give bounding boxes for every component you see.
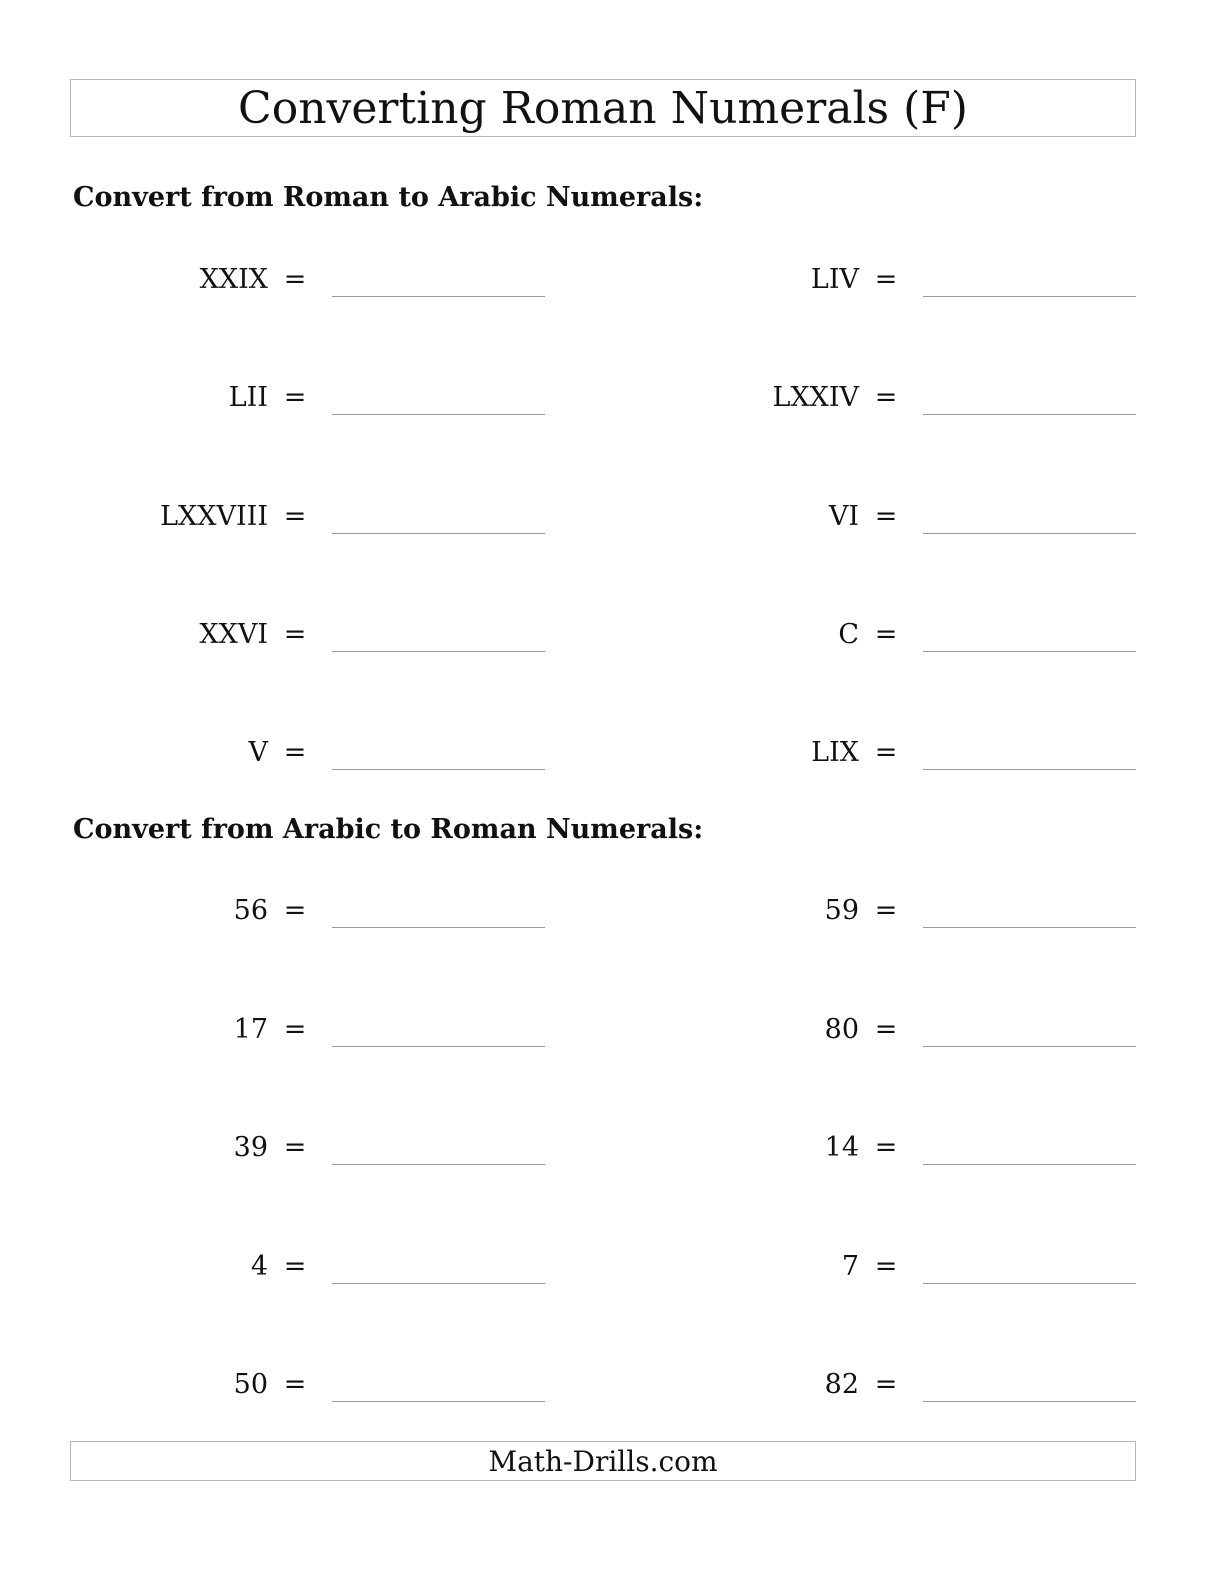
problem-item	[0, 888, 560, 928]
problem-prompt: XXVI	[199, 619, 268, 650]
problem-item	[591, 1244, 1151, 1284]
equals-sign: =	[283, 895, 307, 926]
equals-sign: =	[874, 619, 898, 650]
answer-line[interactable]	[923, 927, 1136, 928]
problem-prompt: 82	[824, 1369, 859, 1400]
footer-box	[70, 1441, 1136, 1481]
problem-prompt: VI	[828, 501, 859, 532]
problem-prompt: LXXVIII	[160, 501, 268, 532]
problem-prompt: LII	[228, 382, 268, 413]
answer-line[interactable]	[923, 414, 1136, 415]
problem-prompt: XXIX	[199, 264, 268, 295]
equals-sign: =	[283, 1251, 307, 1282]
problem-item	[591, 257, 1151, 297]
problem-item	[591, 730, 1151, 770]
problem-prompt: 17	[233, 1014, 268, 1045]
problem-item	[591, 375, 1151, 415]
answer-line[interactable]	[332, 927, 545, 928]
problem-item	[0, 375, 560, 415]
equals-sign: =	[874, 737, 898, 768]
problem-prompt: LXXIV	[772, 382, 859, 413]
equals-sign: =	[874, 264, 898, 295]
answer-line[interactable]	[332, 769, 545, 770]
answer-line[interactable]	[332, 296, 545, 297]
answer-line[interactable]	[332, 1401, 545, 1402]
answer-line[interactable]	[923, 651, 1136, 652]
answer-line[interactable]	[923, 533, 1136, 534]
answer-line[interactable]	[332, 533, 545, 534]
problem-prompt: LIV	[810, 264, 859, 295]
problem-prompt: 50	[233, 1369, 268, 1400]
problem-prompt: 14	[824, 1132, 859, 1163]
answer-line[interactable]	[923, 1046, 1136, 1047]
problem-item	[591, 494, 1151, 534]
problem-prompt: LIX	[811, 737, 859, 768]
problem-item	[591, 612, 1151, 652]
equals-sign: =	[283, 264, 307, 295]
title-box	[70, 79, 1136, 137]
problem-item	[591, 1362, 1151, 1402]
equals-sign: =	[283, 1014, 307, 1045]
answer-line[interactable]	[923, 1283, 1136, 1284]
problem-prompt: V	[248, 737, 268, 768]
problem-item	[591, 888, 1151, 928]
page-title: Converting Roman Numerals (F)	[238, 83, 968, 134]
equals-sign: =	[283, 1132, 307, 1163]
section-heading-arabic-to-roman: Convert from Arabic to Roman Numerals:	[73, 814, 704, 845]
equals-sign: =	[874, 1014, 898, 1045]
equals-sign: =	[283, 619, 307, 650]
equals-sign: =	[283, 382, 307, 413]
problem-item	[591, 1007, 1151, 1047]
problem-prompt: 7	[841, 1251, 859, 1282]
equals-sign: =	[874, 382, 898, 413]
problem-prompt: 56	[233, 895, 268, 926]
answer-line[interactable]	[332, 651, 545, 652]
problem-prompt: 39	[233, 1132, 268, 1163]
answer-line[interactable]	[923, 1164, 1136, 1165]
problem-item	[0, 1007, 560, 1047]
problem-item	[0, 612, 560, 652]
equals-sign: =	[874, 895, 898, 926]
problem-item	[0, 1125, 560, 1165]
answer-line[interactable]	[923, 1401, 1136, 1402]
problem-item	[591, 1125, 1151, 1165]
equals-sign: =	[874, 1369, 898, 1400]
answer-line[interactable]	[923, 769, 1136, 770]
problem-prompt: 80	[824, 1014, 859, 1045]
equals-sign: =	[874, 1251, 898, 1282]
problem-item	[0, 730, 560, 770]
equals-sign: =	[874, 1132, 898, 1163]
answer-line[interactable]	[332, 1046, 545, 1047]
problem-item	[0, 257, 560, 297]
equals-sign: =	[874, 501, 898, 532]
problem-item	[0, 1362, 560, 1402]
equals-sign: =	[283, 1369, 307, 1400]
problem-item	[0, 1244, 560, 1284]
equals-sign: =	[283, 501, 307, 532]
equals-sign: =	[283, 737, 307, 768]
section-heading-roman-to-arabic: Convert from Roman to Arabic Numerals:	[73, 182, 704, 213]
answer-line[interactable]	[332, 414, 545, 415]
answer-line[interactable]	[332, 1164, 545, 1165]
answer-line[interactable]	[923, 296, 1136, 297]
answer-line[interactable]	[332, 1283, 545, 1284]
footer-text: Math-Drills.com	[488, 1445, 718, 1478]
problem-prompt: 4	[250, 1251, 268, 1282]
problem-item	[0, 494, 560, 534]
problem-prompt: C	[838, 619, 859, 650]
problem-prompt: 59	[824, 895, 859, 926]
